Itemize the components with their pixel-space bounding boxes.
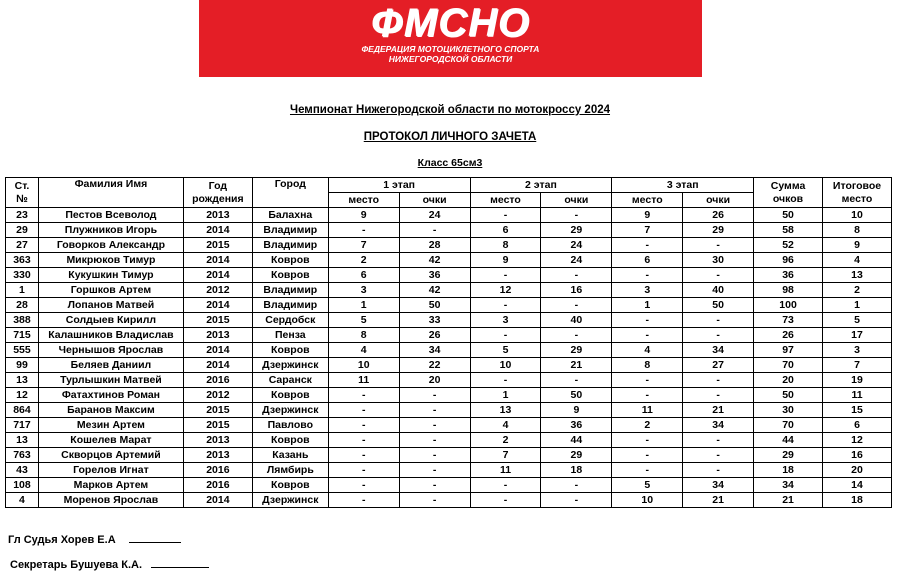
cell-points-sum: 50: [754, 388, 823, 403]
cell-city: Казань: [252, 448, 328, 463]
cell-stage-2-place: 4: [470, 418, 541, 433]
cell-name: Говорков Александр: [38, 238, 183, 253]
cell-stage-3-place: 7: [612, 223, 683, 238]
table-row: [6, 373, 892, 388]
cell-stage-2-points: -: [541, 268, 612, 283]
cell-city: Дзержинск: [252, 403, 328, 418]
cell-name: Калашников Владислав: [38, 328, 183, 343]
cell-stage-3-points: -: [683, 328, 754, 343]
cell-start-no: 763: [6, 448, 39, 463]
cell-points-sum: 26: [754, 328, 823, 343]
cell-stage-3-place: 5: [612, 478, 683, 493]
judge-signature: [8, 534, 181, 546]
cell-name: Кошелев Марат: [38, 433, 183, 448]
cell-stage-3-place: -: [612, 268, 683, 283]
cell-stage-2-points: 21: [541, 358, 612, 373]
cell-name: Чернышов Ярослав: [38, 343, 183, 358]
cell-start-no: 108: [6, 478, 39, 493]
cell-name: Баранов Максим: [38, 403, 183, 418]
cell-birth-year: 2016: [183, 373, 252, 388]
col-stage-3: 3 этап: [612, 178, 754, 193]
cell-points-sum: 52: [754, 238, 823, 253]
cell-stage-3-place: 8: [612, 358, 683, 373]
cell-stage-1-points: -: [399, 433, 470, 448]
cell-stage-3-points: -: [683, 373, 754, 388]
cell-stage-3-place: -: [612, 373, 683, 388]
brand-line-2: НИЖЕГОРОДСКОЙ ОБЛАСТИ: [388, 54, 513, 64]
cell-stage-2-place: 12: [470, 283, 541, 298]
cell-stage-3-place: -: [612, 388, 683, 403]
cell-stage-1-points: 50: [399, 298, 470, 313]
cell-stage-1-points: 42: [399, 283, 470, 298]
cell-birth-year: 2014: [183, 493, 252, 508]
judge-signature-line: [129, 542, 181, 543]
cell-city: Ковров: [252, 253, 328, 268]
cell-start-no: 43: [6, 463, 39, 478]
table-row: [6, 238, 892, 253]
cell-stage-2-points: 18: [541, 463, 612, 478]
cell-stage-2-place: -: [470, 478, 541, 493]
cell-stage-1-points: 34: [399, 343, 470, 358]
cell-stage-3-points: 50: [683, 298, 754, 313]
table-row: [6, 328, 892, 343]
cell-city: Владимир: [252, 223, 328, 238]
cell-final-place: 3: [822, 343, 891, 358]
cell-stage-1-points: 33: [399, 313, 470, 328]
cell-start-no: 27: [6, 238, 39, 253]
protocol-title: ПРОТОКОЛ ЛИЧНОГО ЗАЧЕТА: [363, 131, 537, 143]
cell-city: Владимир: [252, 283, 328, 298]
cell-city: Ковров: [252, 268, 328, 283]
table-row: [6, 433, 892, 448]
cell-final-place: 1: [822, 298, 891, 313]
cell-city: Пенза: [252, 328, 328, 343]
cell-start-no: 1: [6, 283, 39, 298]
col-stage-2-place: место: [470, 193, 541, 208]
cell-stage-1-place: 4: [328, 343, 399, 358]
cell-stage-3-place: 10: [612, 493, 683, 508]
cell-stage-1-points: -: [399, 478, 470, 493]
cell-stage-2-place: -: [470, 298, 541, 313]
cell-stage-2-points: 36: [541, 418, 612, 433]
col-stage-3-points: очки: [683, 193, 754, 208]
col-stage-2-points: очки: [541, 193, 612, 208]
col-name: Фамилия Имя: [38, 178, 183, 208]
cell-city: Дзержинск: [252, 358, 328, 373]
cell-stage-2-points: -: [541, 493, 612, 508]
cell-city: Дзержинск: [252, 493, 328, 508]
cell-stage-2-points: 44: [541, 433, 612, 448]
cell-name: Кукушкин Тимур: [38, 268, 183, 283]
cell-stage-3-place: -: [612, 448, 683, 463]
table-row: [6, 343, 892, 358]
cell-start-no: 28: [6, 298, 39, 313]
cell-birth-year: 2014: [183, 253, 252, 268]
cell-final-place: 18: [822, 493, 891, 508]
cell-final-place: 4: [822, 253, 891, 268]
table-row: [6, 253, 892, 268]
cell-birth-year: 2015: [183, 313, 252, 328]
table-row: [6, 283, 892, 298]
cell-stage-3-place: 11: [612, 403, 683, 418]
cell-name: Скворцов Артемий: [38, 448, 183, 463]
cell-final-place: 14: [822, 478, 891, 493]
table-row: [6, 298, 892, 313]
cell-stage-3-place: 2: [612, 418, 683, 433]
cell-stage-3-place: -: [612, 328, 683, 343]
cell-points-sum: 50: [754, 208, 823, 223]
cell-final-place: 11: [822, 388, 891, 403]
secretary-label: Секретарь Бушуева К.А.: [10, 559, 142, 571]
cell-name: Горелов Игнат: [38, 463, 183, 478]
cell-final-place: 8: [822, 223, 891, 238]
cell-stage-3-points: 30: [683, 253, 754, 268]
cell-start-no: 4: [6, 493, 39, 508]
cell-birth-year: 2015: [183, 418, 252, 433]
cell-stage-1-place: 9: [328, 208, 399, 223]
cell-name: Горшков Артем: [38, 283, 183, 298]
table-row: [6, 223, 892, 238]
cell-name: Лопанов Матвей: [38, 298, 183, 313]
cell-stage-3-place: 3: [612, 283, 683, 298]
brand-banner: [199, 0, 702, 77]
cell-city: Сердобск: [252, 313, 328, 328]
cell-stage-3-points: -: [683, 463, 754, 478]
cell-city: Ковров: [252, 478, 328, 493]
cell-stage-1-points: -: [399, 388, 470, 403]
cell-stage-2-place: 7: [470, 448, 541, 463]
cell-stage-2-points: -: [541, 328, 612, 343]
cell-points-sum: 18: [754, 463, 823, 478]
cell-stage-2-place: -: [470, 328, 541, 343]
cell-stage-2-points: -: [541, 298, 612, 313]
header-row-1: [6, 178, 892, 193]
cell-stage-2-place: 9: [470, 253, 541, 268]
cell-name: Мезин Артем: [38, 418, 183, 433]
col-points-sum: Сумма очков: [754, 178, 823, 208]
cell-stage-1-points: 26: [399, 328, 470, 343]
cell-birth-year: 2013: [183, 433, 252, 448]
cell-stage-2-place: 1: [470, 388, 541, 403]
cell-stage-1-place: 10: [328, 358, 399, 373]
cell-start-no: 12: [6, 388, 39, 403]
cell-points-sum: 98: [754, 283, 823, 298]
cell-stage-2-points: 16: [541, 283, 612, 298]
cell-points-sum: 44: [754, 433, 823, 448]
table-row: [6, 448, 892, 463]
cell-stage-2-place: 6: [470, 223, 541, 238]
table-row: [6, 358, 892, 373]
cell-stage-2-points: 29: [541, 223, 612, 238]
cell-stage-1-place: -: [328, 223, 399, 238]
cell-name: Моренов Ярослав: [38, 493, 183, 508]
cell-stage-1-place: 2: [328, 253, 399, 268]
cell-stage-2-points: 40: [541, 313, 612, 328]
cell-stage-3-points: 21: [683, 493, 754, 508]
table-row: [6, 493, 892, 508]
cell-start-no: 864: [6, 403, 39, 418]
cell-stage-2-place: 8: [470, 238, 541, 253]
cell-stage-3-points: 27: [683, 358, 754, 373]
cell-stage-2-place: -: [470, 373, 541, 388]
cell-stage-1-points: 42: [399, 253, 470, 268]
cell-stage-3-points: 29: [683, 223, 754, 238]
cell-birth-year: 2014: [183, 268, 252, 283]
cell-points-sum: 36: [754, 268, 823, 283]
cell-birth-year: 2016: [183, 478, 252, 493]
cell-stage-3-points: -: [683, 268, 754, 283]
secretary-signature: [10, 559, 209, 571]
cell-stage-1-points: -: [399, 223, 470, 238]
cell-stage-1-place: 8: [328, 328, 399, 343]
cell-stage-1-points: 28: [399, 238, 470, 253]
cell-stage-2-place: 3: [470, 313, 541, 328]
cell-stage-2-place: 2: [470, 433, 541, 448]
table-row: [6, 208, 892, 223]
cell-name: Фатахтинов Роман: [38, 388, 183, 403]
cell-city: Ковров: [252, 433, 328, 448]
cell-stage-2-place: 13: [470, 403, 541, 418]
cell-birth-year: 2014: [183, 343, 252, 358]
cell-start-no: 29: [6, 223, 39, 238]
cell-start-no: 715: [6, 328, 39, 343]
table-row: [6, 313, 892, 328]
cell-birth-year: 2016: [183, 463, 252, 478]
cell-final-place: 19: [822, 373, 891, 388]
cell-final-place: 16: [822, 448, 891, 463]
cell-stage-1-points: 24: [399, 208, 470, 223]
secretary-signature-line: [151, 567, 209, 568]
cell-stage-1-place: -: [328, 478, 399, 493]
cell-stage-1-points: 20: [399, 373, 470, 388]
cell-stage-1-points: -: [399, 403, 470, 418]
cell-stage-2-place: 5: [470, 343, 541, 358]
cell-stage-1-place: -: [328, 493, 399, 508]
cell-city: Владимир: [252, 298, 328, 313]
cell-stage-2-points: 29: [541, 343, 612, 358]
col-start-no: Ст. №: [6, 178, 39, 208]
cell-stage-3-place: -: [612, 238, 683, 253]
cell-stage-2-points: 24: [541, 238, 612, 253]
cell-points-sum: 20: [754, 373, 823, 388]
cell-final-place: 12: [822, 433, 891, 448]
cell-birth-year: 2013: [183, 448, 252, 463]
cell-start-no: 330: [6, 268, 39, 283]
cell-points-sum: 21: [754, 493, 823, 508]
cell-stage-3-points: 34: [683, 343, 754, 358]
cell-birth-year: 2014: [183, 358, 252, 373]
cell-stage-3-points: 21: [683, 403, 754, 418]
cell-city: Балахна: [252, 208, 328, 223]
cell-stage-3-points: -: [683, 388, 754, 403]
cell-stage-3-points: 34: [683, 418, 754, 433]
cell-stage-1-place: -: [328, 403, 399, 418]
cell-name: Микрюков Тимур: [38, 253, 183, 268]
cell-final-place: 10: [822, 208, 891, 223]
cell-points-sum: 58: [754, 223, 823, 238]
cell-stage-2-points: -: [541, 478, 612, 493]
cell-stage-2-place: -: [470, 493, 541, 508]
cell-start-no: 555: [6, 343, 39, 358]
cell-name: Плужников Игорь: [38, 223, 183, 238]
cell-start-no: 13: [6, 433, 39, 448]
col-stage-1-place: место: [328, 193, 399, 208]
table-row: [6, 463, 892, 478]
col-stage-1: 1 этап: [328, 178, 470, 193]
cell-start-no: 23: [6, 208, 39, 223]
cell-points-sum: 30: [754, 403, 823, 418]
cell-stage-1-points: 36: [399, 268, 470, 283]
cell-stage-1-place: 1: [328, 298, 399, 313]
cell-stage-1-place: -: [328, 433, 399, 448]
cell-points-sum: 97: [754, 343, 823, 358]
cell-start-no: 388: [6, 313, 39, 328]
cell-final-place: 20: [822, 463, 891, 478]
col-stage-2: 2 этап: [470, 178, 612, 193]
cell-birth-year: 2014: [183, 223, 252, 238]
cell-start-no: 13: [6, 373, 39, 388]
cell-stage-2-points: 50: [541, 388, 612, 403]
cell-city: Павлово: [252, 418, 328, 433]
judge-label: Гл Судья Хорев Е.А: [8, 534, 116, 546]
table-row: [6, 478, 892, 493]
cell-stage-1-points: -: [399, 493, 470, 508]
cell-points-sum: 29: [754, 448, 823, 463]
cell-stage-1-place: 7: [328, 238, 399, 253]
cell-birth-year: 2012: [183, 388, 252, 403]
cell-final-place: 17: [822, 328, 891, 343]
cell-final-place: 7: [822, 358, 891, 373]
cell-stage-3-points: 40: [683, 283, 754, 298]
cell-stage-1-place: 5: [328, 313, 399, 328]
class-title: Класс 65см3: [417, 157, 483, 169]
table-row: [6, 403, 892, 418]
cell-birth-year: 2015: [183, 403, 252, 418]
cell-stage-2-points: 9: [541, 403, 612, 418]
cell-stage-3-place: 4: [612, 343, 683, 358]
cell-points-sum: 73: [754, 313, 823, 328]
cell-stage-2-place: 10: [470, 358, 541, 373]
cell-name: Пестов Всеволод: [38, 208, 183, 223]
cell-points-sum: 70: [754, 418, 823, 433]
cell-stage-3-place: 1: [612, 298, 683, 313]
cell-start-no: 363: [6, 253, 39, 268]
cell-stage-3-place: -: [612, 433, 683, 448]
cell-birth-year: 2014: [183, 298, 252, 313]
cell-stage-3-place: 6: [612, 253, 683, 268]
table-row: [6, 268, 892, 283]
cell-stage-2-points: -: [541, 373, 612, 388]
table-row: [6, 418, 892, 433]
championship-title: Чемпионат Нижегородской области по мотокроссу 2024: [289, 104, 611, 116]
cell-final-place: 13: [822, 268, 891, 283]
cell-birth-year: 2013: [183, 208, 252, 223]
cell-birth-year: 2012: [183, 283, 252, 298]
cell-start-no: 717: [6, 418, 39, 433]
cell-start-no: 99: [6, 358, 39, 373]
cell-city: Лямбирь: [252, 463, 328, 478]
cell-stage-1-place: -: [328, 388, 399, 403]
cell-points-sum: 100: [754, 298, 823, 313]
cell-stage-1-place: 3: [328, 283, 399, 298]
cell-birth-year: 2013: [183, 328, 252, 343]
results-table: [5, 177, 892, 508]
cell-final-place: 6: [822, 418, 891, 433]
cell-stage-2-points: 24: [541, 253, 612, 268]
cell-stage-1-place: -: [328, 418, 399, 433]
cell-stage-2-place: -: [470, 208, 541, 223]
cell-birth-year: 2015: [183, 238, 252, 253]
cell-stage-1-points: -: [399, 418, 470, 433]
cell-points-sum: 96: [754, 253, 823, 268]
cell-stage-3-place: -: [612, 463, 683, 478]
cell-stage-3-points: 26: [683, 208, 754, 223]
cell-stage-1-place: -: [328, 463, 399, 478]
cell-stage-2-place: -: [470, 268, 541, 283]
cell-stage-2-place: 11: [470, 463, 541, 478]
cell-stage-1-points: -: [399, 448, 470, 463]
cell-stage-1-place: 6: [328, 268, 399, 283]
cell-stage-1-place: 11: [328, 373, 399, 388]
cell-stage-1-points: -: [399, 463, 470, 478]
cell-city: Владимир: [252, 238, 328, 253]
col-city: Город: [252, 178, 328, 208]
cell-city: Ковров: [252, 343, 328, 358]
col-stage-1-points: очки: [399, 193, 470, 208]
cell-stage-2-points: 29: [541, 448, 612, 463]
cell-stage-3-points: -: [683, 433, 754, 448]
cell-final-place: 15: [822, 403, 891, 418]
cell-final-place: 2: [822, 283, 891, 298]
brand-logo: ФМСНО: [371, 1, 530, 45]
cell-stage-1-points: 22: [399, 358, 470, 373]
cell-name: Солдыев Кирилл: [38, 313, 183, 328]
results-body: [6, 208, 892, 508]
cell-name: Беляев Даниил: [38, 358, 183, 373]
cell-stage-2-points: -: [541, 208, 612, 223]
cell-stage-3-place: -: [612, 313, 683, 328]
cell-city: Ковров: [252, 388, 328, 403]
cell-city: Саранск: [252, 373, 328, 388]
cell-stage-3-points: -: [683, 238, 754, 253]
cell-final-place: 5: [822, 313, 891, 328]
cell-stage-3-points: 34: [683, 478, 754, 493]
col-birth-year: Год рождения: [183, 178, 252, 208]
col-final-place: Итоговое место: [822, 178, 891, 208]
col-stage-3-place: место: [612, 193, 683, 208]
cell-name: Турлышкин Матвей: [38, 373, 183, 388]
brand-line-1: ФЕДЕРАЦИЯ МОТОЦИКЛЕТНОГО СПОРТА: [361, 44, 540, 54]
table-row: [6, 388, 892, 403]
cell-final-place: 9: [822, 238, 891, 253]
cell-stage-1-place: -: [328, 448, 399, 463]
cell-name: Марков Артем: [38, 478, 183, 493]
cell-stage-3-points: -: [683, 448, 754, 463]
cell-points-sum: 34: [754, 478, 823, 493]
cell-stage-3-place: 9: [612, 208, 683, 223]
cell-stage-3-points: -: [683, 313, 754, 328]
cell-points-sum: 70: [754, 358, 823, 373]
